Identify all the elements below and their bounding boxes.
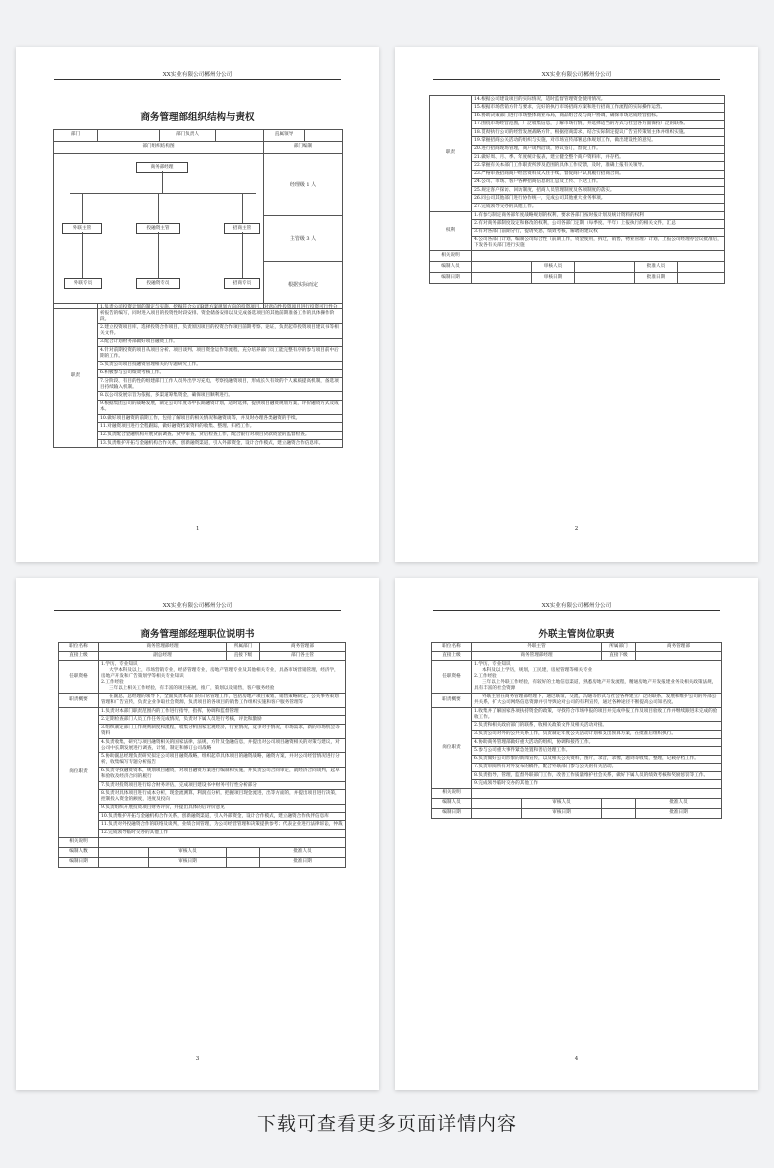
sign-label: 审核人员 xyxy=(522,798,602,808)
duty-item: 5.协助副总经理负责研究拟定公司项目融资战略，组织起草具体项目的融资战略，融资方案，并对公司经营情况进行分析，收集编写专题分析报告 xyxy=(99,753,346,767)
chart-caption: 部门组织结构图 xyxy=(54,142,264,154)
page-number: 2 xyxy=(574,526,579,532)
org-node-investment-staff: 招商专员 xyxy=(224,278,260,289)
duty-item: 21.做好周、月、季、年度统计报表，建立健全整个商户资料库，并存档。 xyxy=(472,153,725,161)
sign-label: 批准人员 xyxy=(635,262,678,273)
page-title: 商务管理部组织结构与责权 xyxy=(140,112,255,123)
field-label: 所属部门 xyxy=(602,643,636,652)
duty-label: 岗位职责 xyxy=(59,708,99,838)
field-value xyxy=(636,652,722,661)
field-label: 直接下级 xyxy=(227,652,260,661)
page-number: 1 xyxy=(196,526,200,532)
qual-line: 1.学历、专业知识 xyxy=(101,661,138,667)
page-header: XX实业有限公司郴州分公司 xyxy=(54,602,341,611)
field-value: 商务管理部 xyxy=(260,643,346,652)
duty-item: 16.协助决策部门进行市场整体商业布局，商品组合及与商户协调，确保市场达成经营指标。 xyxy=(472,112,725,120)
field-value: 商务管理部经理 xyxy=(472,652,602,661)
duty-item: 23.严格审查招商商户经营资料及入住手续，督促商户认真履行招商合同。 xyxy=(472,170,725,178)
page-header: XX实业有限公司郴州分公司 xyxy=(433,71,720,80)
dept-head-label: 部门负责人 xyxy=(160,130,216,142)
duty-item: 27.完成领导交办的其他工作。 xyxy=(472,203,725,211)
dept-label: 部门 xyxy=(54,130,98,142)
qual-line: 2.工作经验 xyxy=(101,679,124,685)
duty-item: 13.负责维护开拓与金融机构合作关系，创新融资渠道，引入外部资金，设计合作模式，建立融资合作信息库。 xyxy=(98,439,343,447)
dept-value xyxy=(98,130,160,142)
field-label: 职位名称 xyxy=(432,643,472,652)
qual-line: 本科及以上学历，规划，工民建，房屋管理等相关专业 xyxy=(482,667,593,673)
org-node-liaison-staff: 外联专员 xyxy=(64,278,102,289)
notes-value xyxy=(472,788,722,798)
duty-item: 1.负责公司投资计划的制定与实施，挖掘符合公司B建方案规划方向的投资项目，对意向性投资项目进行投资可行性分析报告的编写，同时进入项目的投资性时段安排、资金储备安排以及完成备选项目的其他前期准备工作的具体操作阶段。 xyxy=(98,304,343,324)
duty-item: 6.积极参与公司绩效考核工作。 xyxy=(98,369,343,377)
qual-line: 三年以上外联工作经验，有较好的土地信息渠道，熟悉房地产开发流程，精通房地产开发报建业务及相关政策法规，具有丰富的社会资源 xyxy=(474,679,717,691)
date-label: 批准日期 xyxy=(260,857,346,867)
field-value: 商务管理部经理 xyxy=(99,643,227,652)
job-description-table xyxy=(431,642,722,819)
org-node-financing-staff: 投融资专员 xyxy=(136,278,180,289)
duty-label: 职责 xyxy=(54,304,98,448)
sign-label: 编制人员 xyxy=(430,262,472,273)
org-chart xyxy=(54,154,264,309)
duty-item: 22.掌握有关本部门工作职责所涉及范围的具体工作反馈，及时，准确上报有关领导。 xyxy=(472,162,725,170)
notes-value xyxy=(99,837,346,847)
duty-item: 2.负责和相关政府部门的联系，收相关政策文件及相关活动对接。 xyxy=(472,722,722,730)
duty-item: 17.围绕市场经营范围，广泛收集信息，了解市场行情，并选择适当的方式与社会各方面保持广泛的联系。 xyxy=(472,120,725,128)
duty-item: 14.根据公司建设项目的实际情况，适时监督管理资金使用情况。 xyxy=(472,96,725,104)
duty-item: 9.负责组织开展投资项目财务评价，并提出具体的后评价意见 xyxy=(99,804,346,812)
org-node-manager: 商务部经理 xyxy=(136,162,188,173)
summary-label: 职责概要 xyxy=(432,693,472,707)
duty-item: 2.定期检查部门人员工作任务完成情况，负责对下属人员进行考核，评比和激励 xyxy=(99,716,346,724)
duty-item: 12.完成领导临时交办的其他工作 xyxy=(99,829,346,837)
duty-item: 3.配合计划财务部做好项目融资工作。 xyxy=(98,338,343,346)
summary-content: 外联主管在商务管理部经理下，通过联谊，交流，沟通等形式与社会各界建立广泛的联系，发展和维护公司的外部公共关系，扩大公司网络信息资源并引导舆论对公司的有利宣传，通过各种途径不断提高公司知名度。 xyxy=(472,693,722,707)
duty-item: 3.负责公司对外的公共关系工作，负责制定年度公关活动计划和支出预算方案，在批准后组织执行。 xyxy=(472,730,722,738)
page-header: XX实业有限公司郴州分公司 xyxy=(433,602,720,611)
qual-line: 2.工作经验 xyxy=(474,673,497,679)
page-number: 3 xyxy=(195,1056,200,1062)
duty-item: 26.同公司其他部门进行协作统一，完成公司其他重大业务事项。 xyxy=(472,195,725,203)
page-header: XX实业有限公司郴州分公司 xyxy=(54,71,341,80)
rights-item: 2.有对商务部制度设定和修改的权利，公司各部门定期（每季度、半年）上报执行的相关文件，汇总 xyxy=(472,220,725,228)
org-table xyxy=(53,129,343,309)
duty-item: 15.根据市场营销方针与要求，完好的执行市场招商方案和进行招商工作流程的实际操作运营。 xyxy=(472,104,725,112)
date-label: 批准日期 xyxy=(635,273,678,284)
page-number: 4 xyxy=(574,1056,579,1062)
qual-line: 1.学历、专业知识 xyxy=(474,661,511,667)
duties-table xyxy=(53,303,343,448)
duty-item: 6.负责寻找融资资本，规划项目融资，对项目融资方案进行编制和实施，并负责公司合同审定，就经济合同谈判，起草和验收及经济合同的履行 xyxy=(99,767,346,781)
duty-item: 20.进行招商现场管理，商户谈判洽谈，协议签订，督促工作。 xyxy=(472,145,725,153)
qual-content xyxy=(472,661,722,694)
notes-value xyxy=(472,251,725,262)
field-value: 商务管理部 xyxy=(636,643,722,652)
org-node-financing-supervisor: 投融资主管 xyxy=(136,223,180,234)
field-value: 副总经理 xyxy=(99,652,227,661)
date-label: 审核日期 xyxy=(522,808,602,818)
field-label: 直接上级 xyxy=(432,652,472,661)
staffing-cell xyxy=(264,154,343,309)
duty-item: 4.负责收集，研究与项目融资相关的国家法律，法规，方针及金融信息，并提出对公司项目融资相关的对策与建议，对公司中长期发展进行调查，计划，制定和修订公司战略 xyxy=(99,738,346,752)
duty-item: 10.负责维护开拓与金融机构合作关系，创新融资渠道，引入外部资金，设计合作模式，建立融资合作伙伴信息库 xyxy=(99,813,346,821)
duty-item: 4.协助商务管理部做好重大活动的组织，协调和接待工作。 xyxy=(472,738,722,746)
duty-item: 9.根据集团公司的战略发展，制定公司年度等中长期融资计划，适时选择，提供项目融资规划方案，评价融资方式及成本。 xyxy=(98,400,343,414)
duty-item: 7.负责审阅所有对外发布的稿件，配合外联部门参与公关的有关活动。 xyxy=(472,763,722,771)
field-label: 直接下级 xyxy=(602,652,636,661)
duty-item: 1.收集并了解国家各项扶持资金的政策，寻找符合市场申报的项目并完成申报工作及项目验收工作并继续跟进未完成的验收工作。 xyxy=(472,708,722,722)
document-page-4 xyxy=(395,578,758,1090)
staffing-staff: 根据实际而定 xyxy=(287,282,318,288)
date-label: 批准日期 xyxy=(636,808,722,818)
qual-label: 任职资格 xyxy=(432,661,472,694)
rights-item: 4.公司各部门计划，编制公司综合性（前期工作，资金使用，拆迁，销售，物业管理）计划，上报公司经理办会议批准后，下发各有关部门进行实施 xyxy=(472,236,725,250)
org-node-investment-supervisor: 招商主管 xyxy=(224,223,260,234)
duty-item: 11.对融资项目进行全程跟踪，做好融资档案资料的收集、整理、归档工作。 xyxy=(98,423,343,431)
duty-item: 2.建立投资项目库，选择投资合作项目，负责原因项目的投资合作项目前期考察、论证，负责起草投资项目建议书等相关文件。 xyxy=(98,324,343,338)
staffing-caption: 部门编制 xyxy=(264,142,343,154)
duty-item: 12.负责配合金融机构开展贷前调查、贷中审查、贷后检查工作，配合银行对项目贷款资金的监督检查。 xyxy=(98,431,343,439)
duty-item: 11.负责对外投融资合作的联络及谈判，业绩合同管理，为公司经营管理和决策提供参考；代表企业进行法律诉讼，仲裁 xyxy=(99,821,346,829)
document-page-2 xyxy=(395,47,758,562)
date-label: 编制日期 xyxy=(59,857,99,867)
duty-item: 24.公司、市场、客户各种招商信息的汇总及上传、下达工作。 xyxy=(472,178,725,186)
duty-item: 18.贯彻执行公司的经营发展战略方针，根据招商需求，结合实际制定提议广告宣传策划主体并组织实施。 xyxy=(472,129,725,137)
duty-label: 岗位职责 xyxy=(432,708,472,789)
job-description-table xyxy=(58,642,346,868)
notes-label: 相关说明 xyxy=(432,788,472,798)
duty-item: 8.负责指导，管理，监督外联部门工作，改善工作质量维护社会关系，做好下属人员的绩效考核和奖励惩罚等工作。 xyxy=(472,772,722,780)
field-label: 所属部门 xyxy=(227,643,260,652)
qual-line: 三年以上相关工作经验，有丰富的项目拓展，推广，策划以及销售，客户服务经验 xyxy=(109,685,275,691)
field-value: 部门各主管 xyxy=(260,652,346,661)
staffing-supervisor: 主管级 3 人 xyxy=(264,216,342,262)
duty-item: 3.组织制定部门工作规则制度和流程，收集分析国家宏观经济，行业情况，竞争对手情况，市场需求，新的市场机会等资料 xyxy=(99,724,346,738)
sign-label: 编制人数 xyxy=(59,847,99,857)
duty-item: 5.负责公司项目投融资管理相关的专题研究工作。 xyxy=(98,361,343,369)
sign-label: 编制人员 xyxy=(432,798,472,808)
dept-head-value xyxy=(216,130,264,142)
duty-item: 9.完成领导临时交办的其他工作 xyxy=(472,780,722,788)
field-label: 直接上级 xyxy=(59,652,99,661)
duty-item: 8.以公司发展宗旨为依据，多渠道筹集资金，确保项目顺利进行。 xyxy=(98,392,343,400)
direct-leader-label: 直属领导 xyxy=(264,130,305,142)
qual-line: 大学本科及以上，市场营销专业，经济管理专业，房地产管理专业及其他相关专业，具备市场营销管理，经济学，房地产开发和广告策划学等相关专业知识 xyxy=(101,667,339,679)
date-label: 编制日期 xyxy=(432,808,472,818)
document-page-3 xyxy=(16,578,379,1090)
rights-item: 1.有参与制定商务部年度战略规划的权利，要求各部门按时报计划及统计资料的权利 xyxy=(472,211,725,219)
org-node-liaison-supervisor: 外联主管 xyxy=(62,223,102,234)
duty-item: 19.掌握招商公关活动的组织与实施，对市场宣传部署总体规划工作，做出建设性的意见。 xyxy=(472,137,725,145)
duty-item: 25.规定客户探访、回访制度，招商人员管理制度及各项制度的落实。 xyxy=(472,187,725,195)
field-value: 外联主管 xyxy=(472,643,602,652)
sign-label: 审核人员 xyxy=(149,847,227,857)
date-label: 审核日期 xyxy=(149,857,227,867)
sign-label: 审核人员 xyxy=(532,262,575,273)
duty-item: 7.分阶段、有目的性的组建部门工作人员外出学习充电，考察投融资项目，形成长久有效的个人素质提高机制，备选项目持续输入机制。 xyxy=(98,378,343,392)
notes-label: 相关说明 xyxy=(430,251,472,262)
duty-item: 1.负责对本部门职责范围内的工作进行指导，指挥，协调和监督管理 xyxy=(99,708,346,716)
qual-content xyxy=(99,661,346,694)
duty-item: 6.负责做好公司形象的新闻宣传，以及相关公关资料，图片，录音，录像，题词等收集，整理，记载存档工作。 xyxy=(472,755,722,763)
summary-content: 在副总，总经理的领导下，全面负责本部门的日常管理工作，包括房地产项目策划，销售策略制定，公关事务策划管理和广告宣传，负责企业争取社会资源，负责项目的各项目的销售工作组织实施和客户服务管理等 xyxy=(99,693,346,707)
direct-leader-value xyxy=(305,130,343,142)
sign-label: 批准人员 xyxy=(260,847,346,857)
duty-label: 职责 xyxy=(430,96,472,212)
page-title: 外联主管岗位职责 xyxy=(538,629,615,640)
rights-label: 权利 xyxy=(430,211,472,250)
staffing-manager: 经理级 1 人 xyxy=(264,154,342,216)
duty-item: 10.做好项目融资的前期工作，包括了解项目的相关情况和融资谈等，并及时办理各类融资的手续。 xyxy=(98,415,343,423)
date-label: 审核日期 xyxy=(532,273,575,284)
duty-item: 7.负责对投资项目进行综合财务评估，完成项目建设书中财务可行性分析部分 xyxy=(99,782,346,790)
duties-rights-table xyxy=(429,95,725,284)
document-page-1 xyxy=(16,47,379,562)
qual-label: 任职资格 xyxy=(59,661,99,694)
rights-item: 3.有对各部门前期分行，提请奖惩，绩效考核，解聘的建议权 xyxy=(472,228,725,236)
duty-item: 5.参与公司重大事件紧急处置和善后处理工作。 xyxy=(472,747,722,755)
sign-label: 批准人员 xyxy=(636,798,722,808)
field-label: 职位名称 xyxy=(59,643,99,652)
page-title: 商务管理部经理职位说明书 xyxy=(140,629,255,640)
duty-item: 4.针对前期投资的项目从项目分析、项目谈判、项目资金运作等流程，充分培养部门员工能完整有序的参与项目前中后期的工作。 xyxy=(98,347,343,361)
duty-item: 8.负责对具体项目进行成本分析，现金流测算，利润点分析，把握项目现金流进，出等方面的，并提出项目进行决策，控制投入资金的额度，进度及投向 xyxy=(99,790,346,804)
summary-label: 职责概要 xyxy=(59,693,99,707)
notes-label: 相关说明 xyxy=(59,837,99,847)
download-more-link[interactable]: 下载可查看更多页面详情内容 xyxy=(256,1113,517,1135)
date-label: 编制日期 xyxy=(430,273,472,284)
